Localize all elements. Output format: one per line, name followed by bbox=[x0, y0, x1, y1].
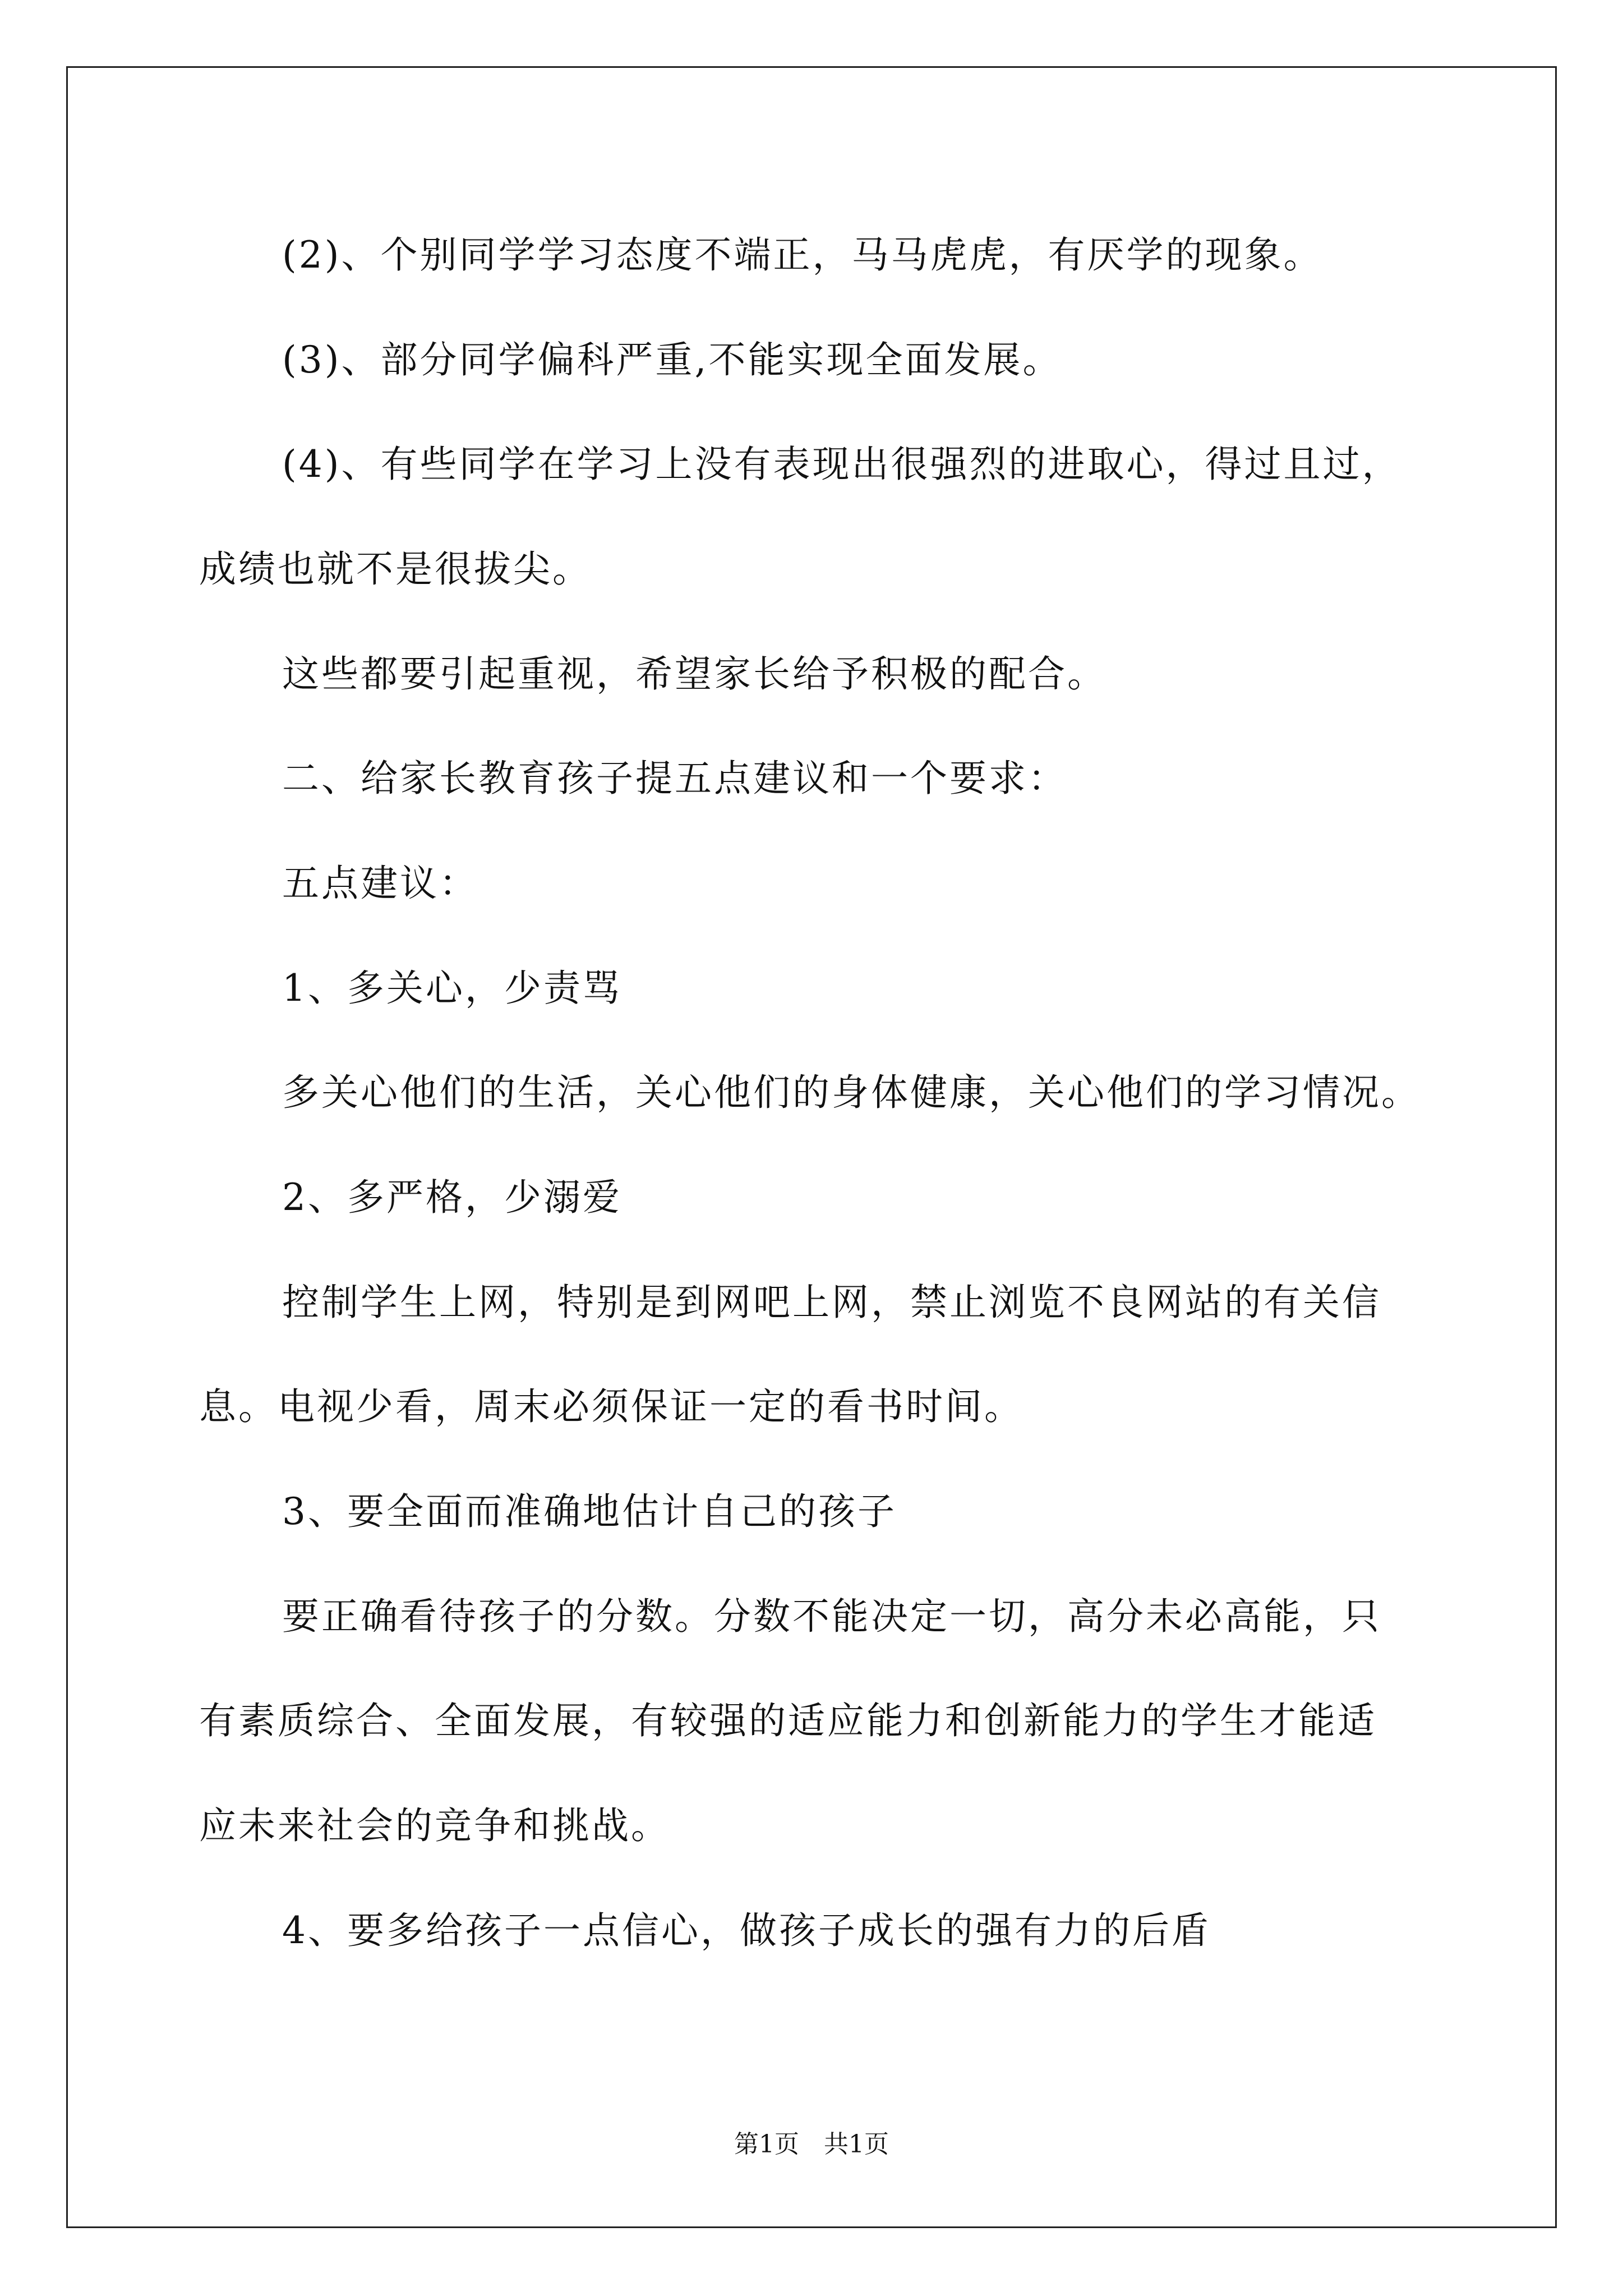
list-item-heading: 2、多严格，少溺爱 bbox=[282, 1176, 622, 1219]
paragraph-line: 这些都要引起重视，希望家长给予积极的配合。 bbox=[282, 652, 1106, 696]
paragraph-line: (2)、个别同学学习态度不端正，马马虎虎，有厌学的现象。 bbox=[282, 233, 1323, 277]
list-item-heading: 3、要全面而准确地估计自己的孩子 bbox=[282, 1490, 897, 1533]
paragraph-line: (3)、部分同学偏科严重,不能实现全面发展。 bbox=[282, 338, 1062, 381]
paragraph-line: 多关心他们的生活，关心他们的身体健康，关心他们的学习情况。 bbox=[282, 1071, 1421, 1114]
paragraph-line: 成绩也就不是很拔尖。 bbox=[199, 547, 592, 591]
list-item-heading: 1、多关心，少责骂 bbox=[282, 967, 622, 1010]
subsection-heading: 五点建议： bbox=[282, 862, 478, 905]
paragraph-line: 有素质综合、全面发展，有较强的适应能力和创新能力的学生才能适 bbox=[199, 1699, 1377, 1742]
list-item-heading: 4、要多给孩子一点信心，做孩子成长的强有力的后盾 bbox=[282, 1909, 1211, 1952]
paragraph-line: 控制学生上网，特别是到网吧上网，禁止浏览不良网站的有关信 bbox=[282, 1281, 1381, 1324]
paragraph-line: (4)、有些同学在学习上没有表现出很强烈的进取心，得过且过， bbox=[282, 443, 1401, 486]
page-border bbox=[66, 66, 1557, 2228]
paragraph-line: 息。电视少看，周末必须保证一定的看书时间。 bbox=[199, 1385, 1023, 1428]
paragraph-line: 要正确看待孩子的分数。分数不能决定一切，高分未必高能，只 bbox=[282, 1595, 1381, 1638]
page-footer: 第1页 共1页 bbox=[734, 2130, 889, 2159]
section-heading: 二、给家长教育孩子提五点建议和一个要求： bbox=[282, 757, 1067, 800]
paragraph-line: 应未来社会的竞争和挑战。 bbox=[199, 1804, 670, 1847]
